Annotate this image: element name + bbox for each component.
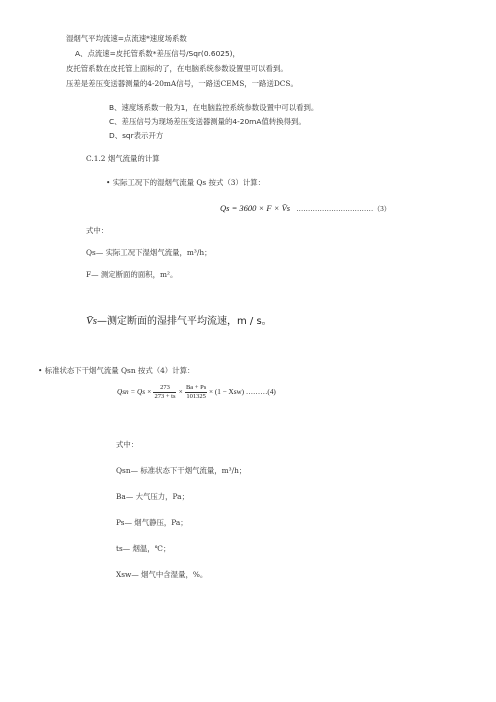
equation-3-body: Qs = 3600 × F × V̄s bbox=[220, 203, 291, 213]
line-10: 式中： bbox=[86, 226, 109, 235]
line-14: • 标准状态下干烟气流量 Qsn 按式（4）计算： bbox=[38, 366, 195, 375]
equation-4-fraction-2: $\frac{Ba + Ps}{101325}$ bbox=[185, 384, 207, 400]
equation-3-dots: ……………………………（3） bbox=[296, 205, 391, 213]
line-3: 皮托管系数在皮托管上面标的了，在电脑系统参数设置里可以看到。 bbox=[66, 64, 288, 73]
equation-4: Qsn = Qs × $\frac{273}{273 + ts}$ × $\frac{Ba + Ps}{101325}$ × (1 − Xsw) ………(4) bbox=[117, 384, 276, 400]
line-17: Ba— 大气压力，Pa； bbox=[116, 492, 189, 501]
line-15: 式中： bbox=[116, 440, 139, 449]
section-heading: C.1.2 烟气流量的计算 bbox=[86, 154, 160, 163]
line-11: Qs— 实际工况下湿烟气流量，m³/h； bbox=[86, 248, 212, 257]
line-2: A、点流速=皮托管系数*差压信号/Sqr(0.6025)， bbox=[75, 49, 240, 58]
line-13 bbox=[86, 314, 272, 329]
line-12: F— 测定断面的面积，m²。 bbox=[86, 270, 178, 279]
equation-4-fraction-1: $\frac{273}{273 + ts}$ bbox=[154, 384, 176, 400]
line-16: Qsn— 标准状态下干烟气流量，m³/h； bbox=[116, 466, 247, 475]
line-9: • 实际工况下的湿烟气流量 Qs 按式（3）计算： bbox=[106, 178, 265, 187]
line-1: 湿烟气平均流速=点流速*速度场系数 bbox=[66, 34, 187, 43]
line-4: 压差是差压变送器测量的4-20mA信号，一路送CEMS，一路送DCS。 bbox=[66, 79, 298, 88]
line-6: C、差压信号为现场差压变送器测量的4-20mA值转换得到。 bbox=[109, 117, 306, 126]
line-13-text: —测定断面的湿排气平均流速，m / s。 bbox=[97, 316, 272, 327]
line-18: Ps— 烟气静压，Pa； bbox=[116, 518, 188, 527]
line-19: ts— 烟温，℃； bbox=[116, 544, 171, 553]
line-5: B、速度场系数一般为1，在电脑监控系统参数设置中可以看到。 bbox=[109, 103, 319, 112]
equation-4-tail: × (1 − Xsw) ………(4) bbox=[209, 388, 276, 397]
line-7: D、sqr表示开方 bbox=[109, 131, 164, 140]
equation-4-lhs: Qsn = Qs × bbox=[117, 388, 152, 397]
equation-3 bbox=[220, 202, 391, 215]
line-20: Xsw— 烟气中含湿量，%。 bbox=[116, 570, 208, 579]
vs-symbol: V̄s bbox=[86, 315, 97, 327]
